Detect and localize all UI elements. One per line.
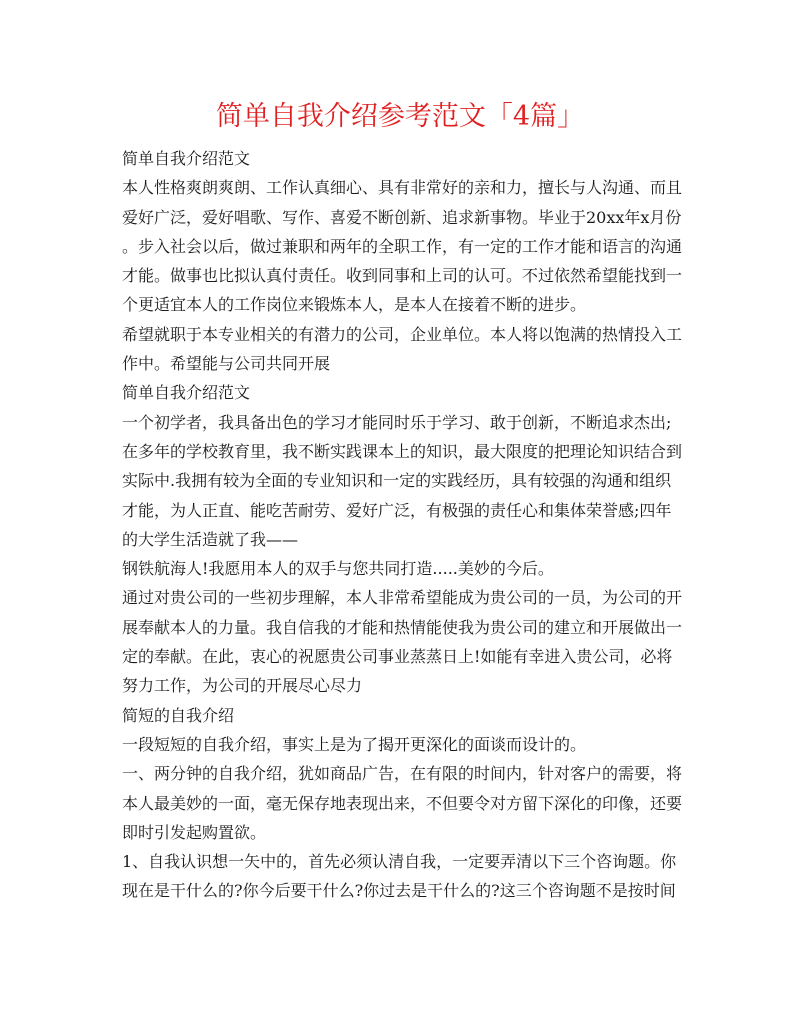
body-line: 。步入社会以后，做过兼职和两年的全职工作，有一定的工作才能和语言的沟通 <box>122 236 683 256</box>
body-line: 的大学生活造就了我—— <box>122 529 299 549</box>
body-line: 钢铁航海人!我愿用本人的双手与您共同打造.....美妙的今后。 <box>122 559 554 579</box>
body-line: 努力工作，为公司的开展尽心尽力 <box>122 676 363 696</box>
body-line: 即时引发起购置欲。 <box>122 822 267 842</box>
body-line: 简单自我介绍范文 <box>122 149 251 168</box>
body-line: 希望就职于本专业相关的有潜力的公司，企业单位。本人将以饱满的热情投入工 <box>122 324 683 344</box>
body-line: 简短的自我介绍 <box>122 705 235 725</box>
body-line: 现在是干什么的?你今后要干什么?你过去是干什么的?这三个咨询题不是按时间 <box>122 881 676 901</box>
body-line: 在多年的学校教育里，我不断实践课本上的知识，最大限度的把理论知识结合到 <box>122 441 683 461</box>
body-line: 才能。做事也比拟认真付责任。收到同事和上司的认可。不过依然希望能找到一 <box>122 266 683 286</box>
body-line: 个更适宜本人的工作岗位来锻炼本人，是本人在接着不断的进步。 <box>122 295 587 315</box>
body-line: 展奉献本人的力量。我自信我的才能和热情能使我为贵公司的建立和开展做出一 <box>122 617 683 637</box>
body-line: 作中。希望能与公司共同开展 <box>122 354 331 374</box>
body-line: 实际中.我拥有较为全面的专业知识和一定的实践经历，具有较强的沟通和组织 <box>122 471 672 491</box>
body-line: 简单自我介绍范文 <box>122 383 251 403</box>
body-line: 本人最美妙的一面，毫无保存地表现出来，不但要令对方留下深化的印像，还要 <box>122 793 683 813</box>
body-line: 爱好广泛，爱好唱歌、写作、喜爱不断创新、追求新事物。毕业于20xx年x月份 <box>122 207 682 227</box>
body-line: 一段短短的自我介绍，事实上是为了揭开更深化的面谈而设计的。 <box>122 734 587 754</box>
body-line: 通过对贵公司的一些初步理解，本人非常希望能成为贵公司的一员，为公司的开 <box>122 588 683 608</box>
body-line: 一个初学者，我具备出色的学习才能同时乐于学习、敢于创新，不断追求杰出; <box>122 412 672 432</box>
body-line: 定的奉献。在此，衷心的祝愿贵公司事业蒸蒸日上!如能有幸进入贵公司，必将 <box>122 647 673 667</box>
body-line: 本人性格爽朗爽朗、工作认真细心、具有非常好的亲和力，擅长与人沟通、而且 <box>122 178 683 198</box>
body-line: 一、两分钟的自我介绍，犹如商品广告，在有限的时间内，针对客户的需要，将 <box>122 764 683 784</box>
body-line: 1、自我认识想一矢中的，首先必须认清自我，一定要弄清以下三个咨询题。你 <box>122 852 677 872</box>
document-title: 简单自我介绍参考范文「4篇」 <box>215 101 585 132</box>
document-body <box>122 144 682 906</box>
body-line: 才能，为人正直、能吃苦耐劳、爱好广泛，有极强的责任心和集体荣誉感;四年 <box>122 500 672 520</box>
